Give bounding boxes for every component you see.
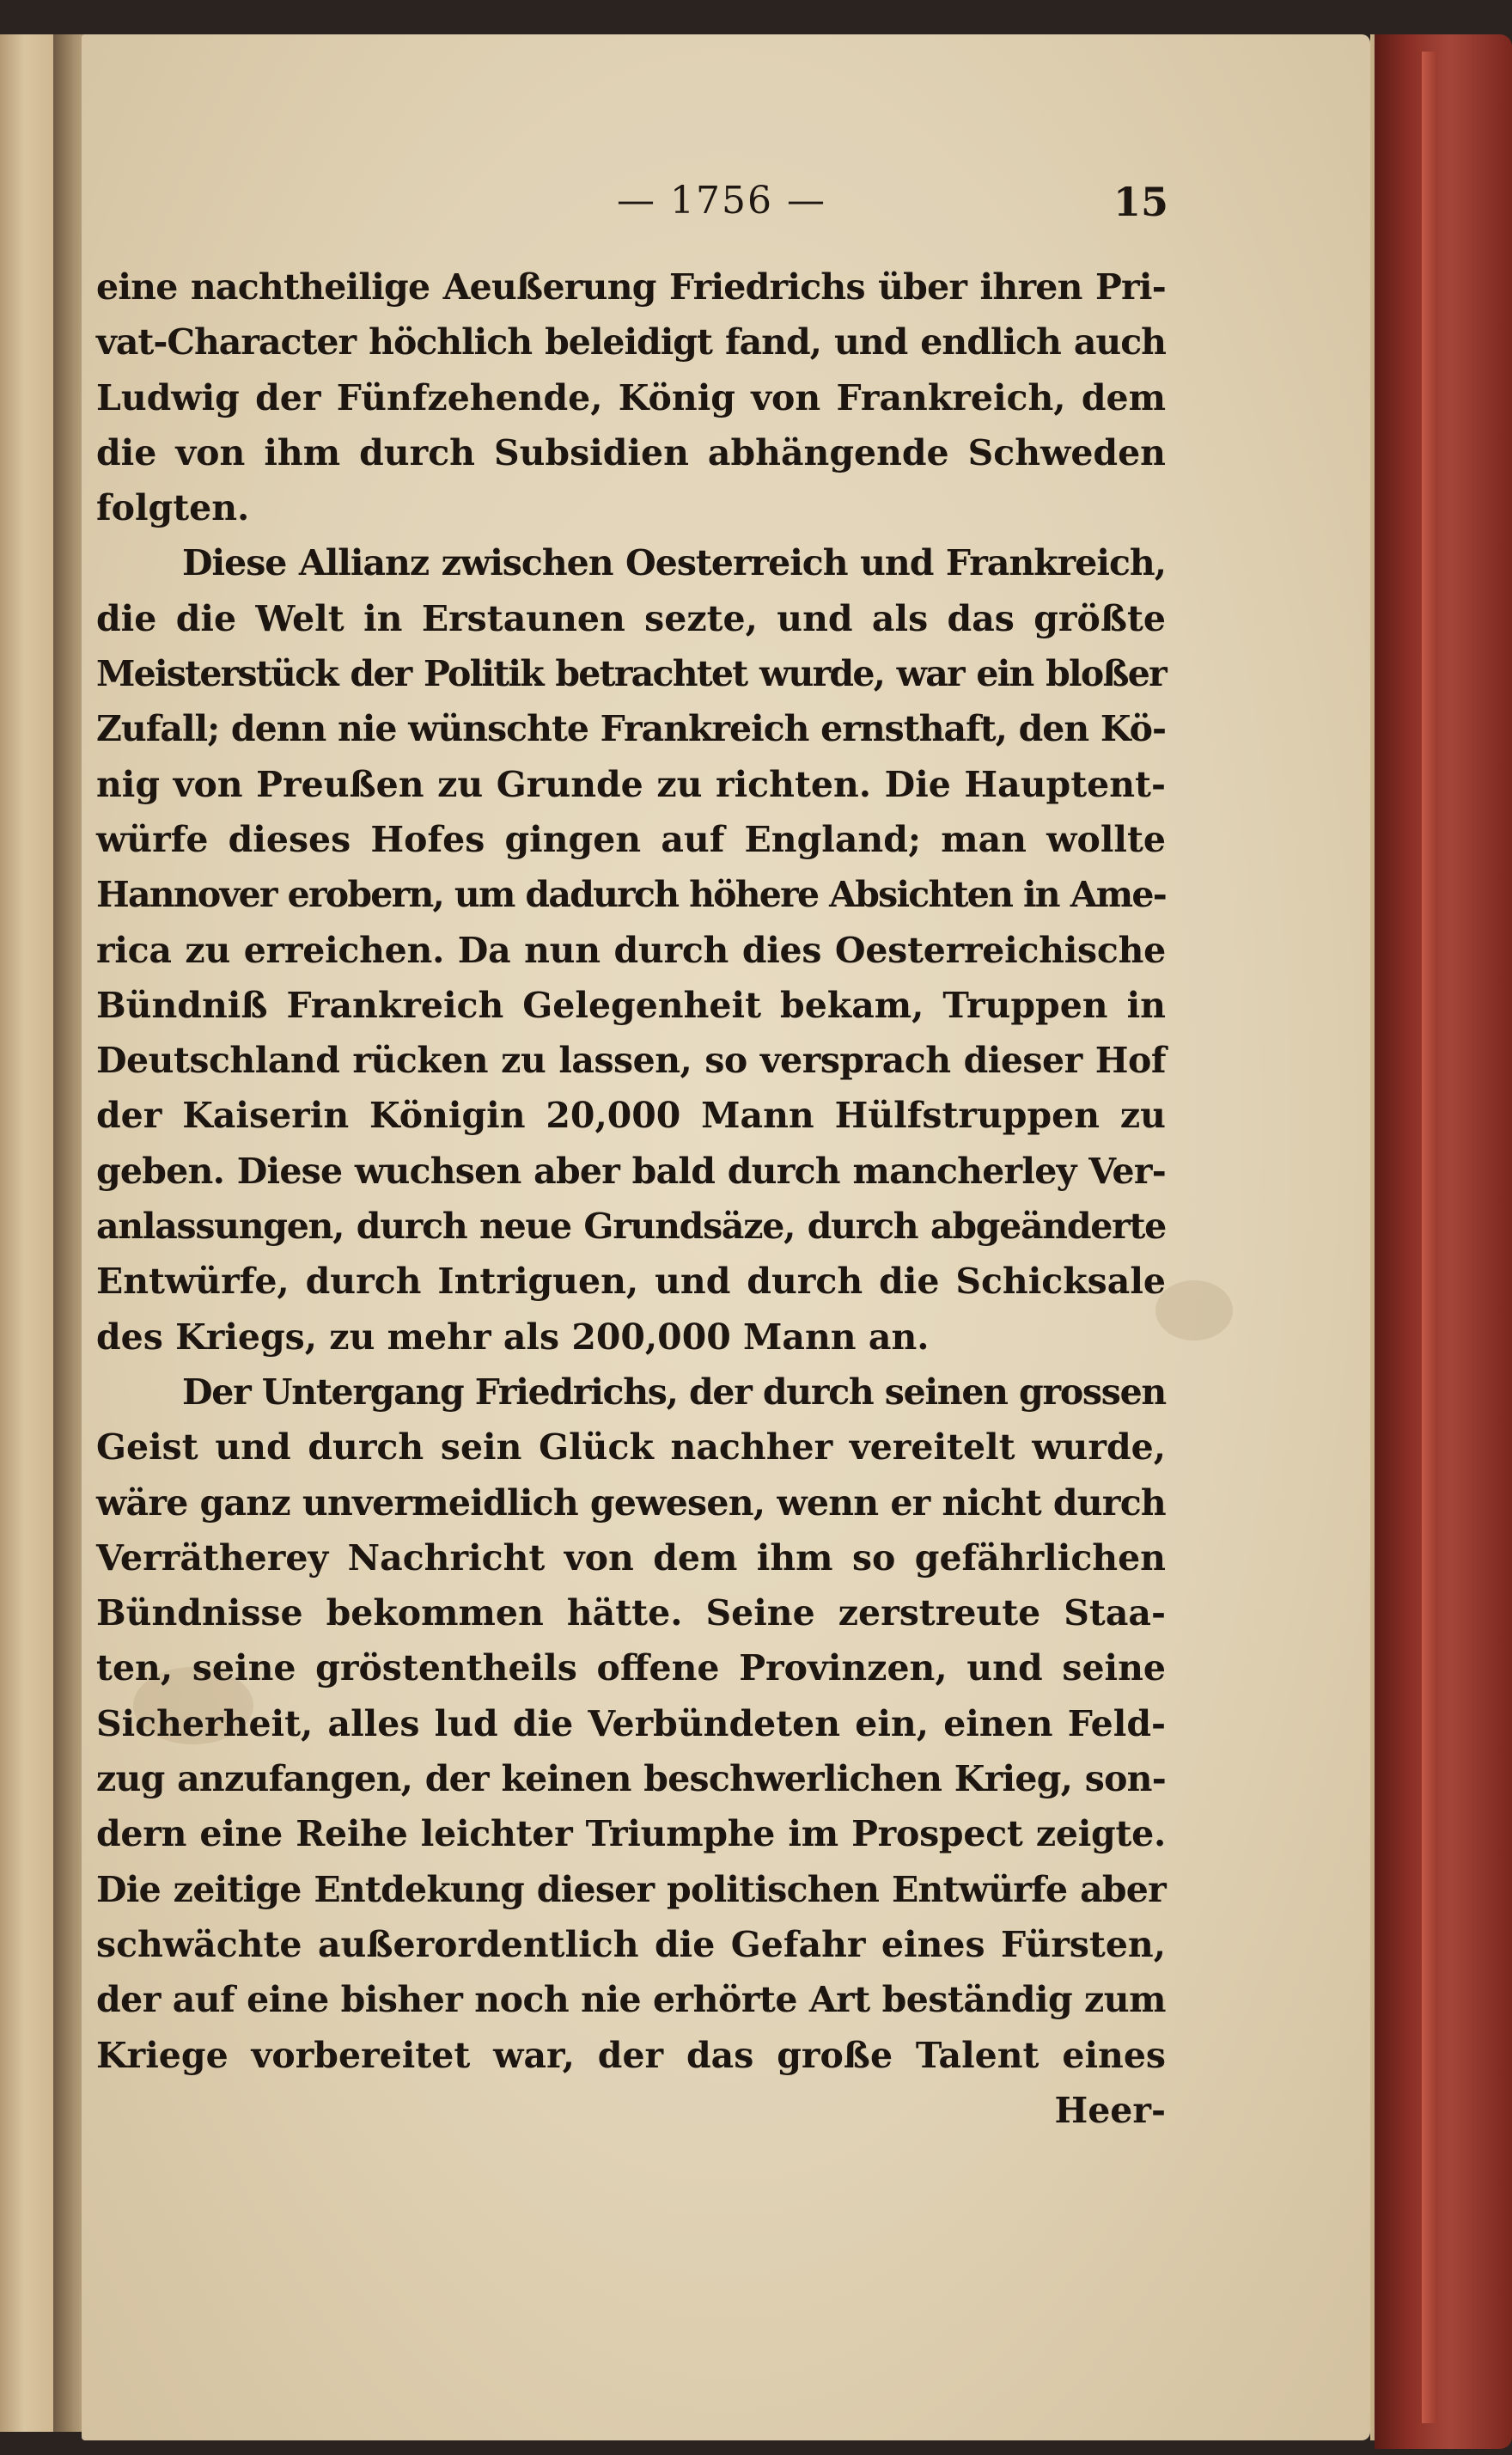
text-line: vat-Character höchlich beleidigt fand, und endlich auch (96, 321, 1166, 363)
text-line: Deutschland rücken zu lassen, so versprach dieser Hof (96, 1040, 1166, 1082)
text-line: der auf eine bisher noch nie erhörte Art beständig zum (96, 1979, 1166, 2021)
text-line: schwächte außerordentlich die Gefahr eines Fürsten, (96, 1923, 1166, 1965)
text-line: Sicherheit, alles lud die Verbündeten ein, einen Feld- (96, 1702, 1166, 1744)
body-text (96, 260, 1166, 2138)
page-number: 15 (1113, 179, 1168, 225)
text-line: die von ihm durch Subsidien abhängende Schweden (96, 431, 1166, 473)
text-line: der Kaiserin Königin 20,000 Mann Hülfstruppen zu (96, 1095, 1166, 1137)
text-line: Verrätherey Nachricht von dem ihm so gefährlichen (96, 1536, 1166, 1579)
facing-page-edge (0, 34, 60, 2432)
text-line: eine nachtheilige Aeußerung Friedrichs über ihren Pri- (96, 266, 1166, 308)
text-line: Bündnisse bekommen hätte. Seine zerstreute Staa- (96, 1592, 1166, 1634)
text-line: Geist und durch sein Glück nachher vereitelt wurde, (96, 1426, 1166, 1469)
text-line: Meisterstück der Politik betrachtet wurde, war ein bloßer (96, 653, 1166, 695)
text-line: wäre ganz unvermeidlich gewesen, wenn er nicht durch (96, 1481, 1166, 1524)
paragraph-start-line: Diese Allianz zwischen Oesterreich und Frankreich, (182, 542, 1166, 584)
text-line: Entwürfe, durch Intriguen, und durch die Schicksale (96, 1261, 1166, 1303)
page-header (94, 179, 1168, 230)
text-line: Ludwig der Fünfzehende, König von Frankreich, dem (96, 376, 1166, 418)
text-line: Zufall; denn nie wünschte Frankreich ernsthaft, den Kö- (96, 708, 1166, 750)
running-head-year: — 1756 — (617, 179, 826, 223)
text-line: Bündniß Frankreich Gelegenheit bekam, Truppen in (96, 984, 1166, 1026)
paper-stain (1155, 1280, 1233, 1340)
text-line: Hannover erobern, um dadurch höhere Absichten in Ame- (96, 874, 1166, 916)
text-line: rica zu erreichen. Da nun durch dies Oesterreichische (96, 929, 1166, 971)
text-line: würfe dieses Hofes gingen auf England; man wollte (96, 818, 1166, 860)
paragraph-start-line: Der Untergang Friedrichs, der durch seinen grossen (182, 1371, 1166, 1413)
text-line: folgten. (96, 487, 250, 529)
book-cover (1375, 34, 1512, 2449)
text-line: zug anzufangen, der keinen beschwerlichen Krieg, son- (96, 1758, 1166, 1800)
text-line: anlassungen, durch neue Grundsäze, durch abgeänderte (96, 1206, 1166, 1248)
text-line: die die Welt in Erstaunen sezte, und als das größte (96, 597, 1166, 639)
text-line: nig von Preußen zu Grunde zu richten. Die Hauptent- (96, 763, 1166, 805)
text-line: Die zeitige Entdekung dieser politischen Entwürfe aber (96, 1868, 1166, 1910)
text-line: dern eine Reihe leichter Triumphe im Prospect zeigte. (96, 1813, 1166, 1855)
catchword: Heer- (1054, 2089, 1166, 2131)
text-line: Kriege vorbereitet war, der das große Talent eines (96, 2034, 1166, 2076)
text-line: geben. Diese wuchsen aber bald durch mancherley Ver- (96, 1150, 1166, 1192)
text-line: ten, seine gröstentheils offene Provinzen, und seine (96, 1647, 1166, 1689)
cover-edge-highlight (1422, 52, 1437, 2423)
text-line: des Kriegs, zu mehr als 200,000 Mann an. (96, 1316, 930, 1358)
